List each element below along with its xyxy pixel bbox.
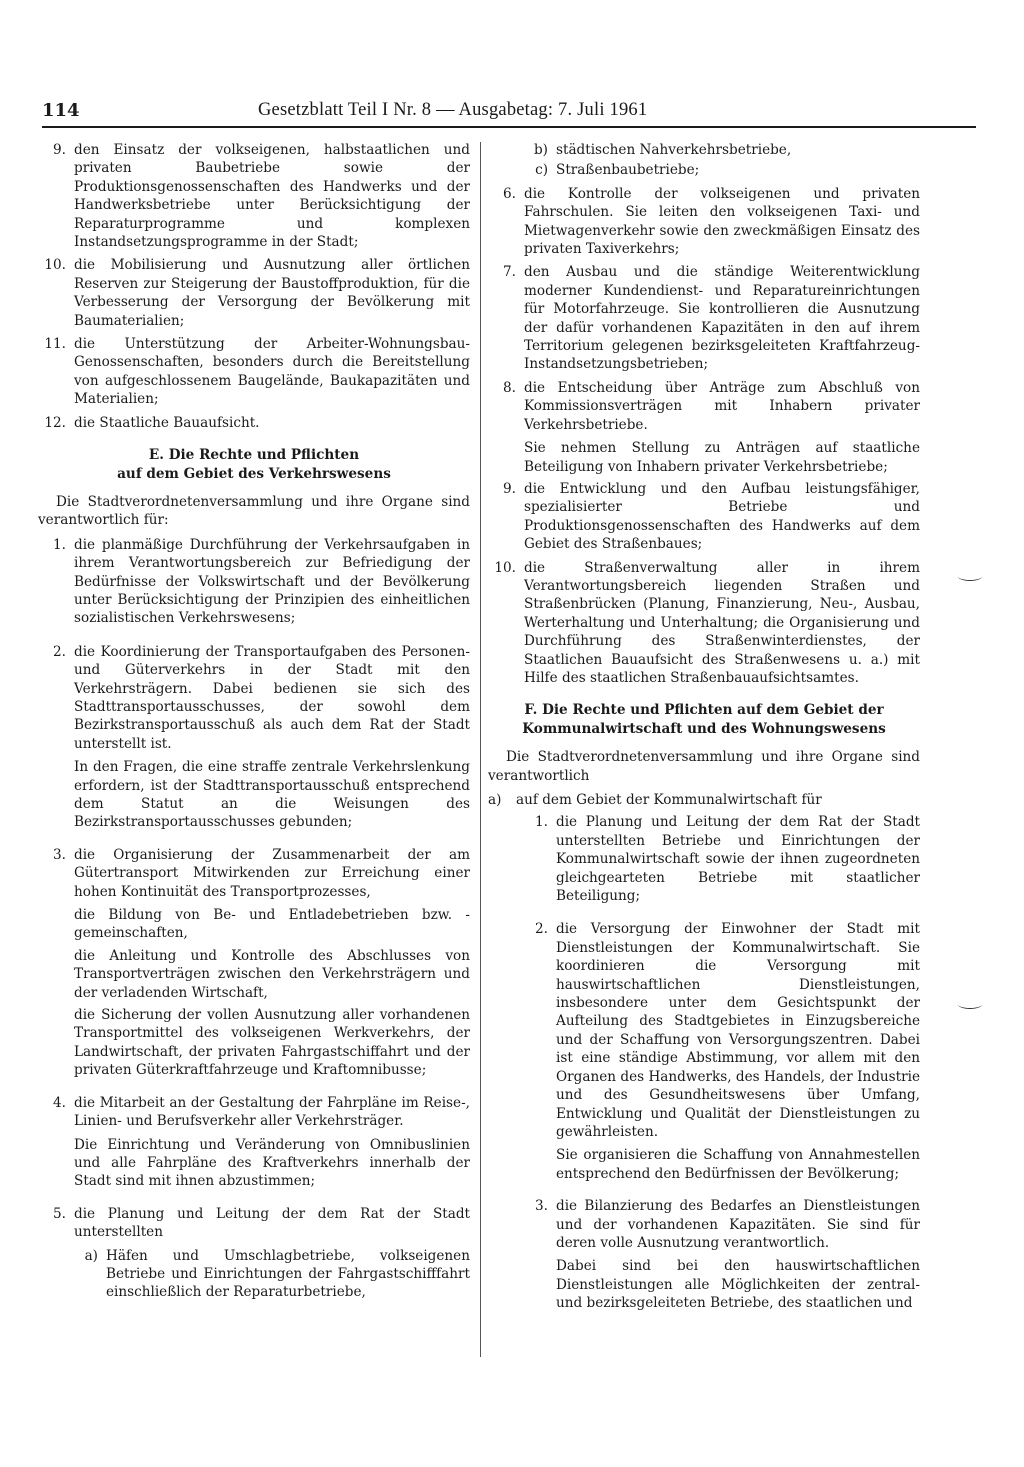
paragraph: Dabei sind bei den hauswirtschaftlichen Dienstleistungen alle Möglichkeiten der zentral- und bezirksgeleiteten Betriebe, des staatlichen und	[556, 1258, 920, 1312]
section-f-intro: Die Stadtverordnetenversammlung und ihre Organe sind verantwortlich	[488, 749, 920, 784]
paragraph: die Anleitung und Kontrolle des Abschlusses von Transportverträgen zwischen den Verkehrsträgern und der verladenden Wirtschaft,	[74, 947, 470, 1001]
list-item: 6. die Kontrolle der volkseigenen und privaten Fahrschulen. Sie leiten den volkseigenen Taxi- und Mietwagenverkehr sowie den zweckmäßigen Einsatz des privaten Taxiverkehrs;	[503, 185, 920, 258]
list-item: 7. den Ausbau und die ständige Weiterentwicklung moderner Kundendienst- und Reparatureinrichtungen für Motorfahrzeuge. Sie kontrollieren die Ausnutzung der dafür vorhandenen Kapazitäten in den auf ihrem Territorium gelegenen bezirksgeleiteten Kraftfahrzeug-Instandsetzungsbetrieben;	[503, 264, 920, 373]
sub-item: 3. die Bilanzierung des Bedarfes an Dienstleistungen und der vorhandenen Kapazitäten. Sie sind für deren volle Ausnutzung verantwortlich.	[535, 1198, 920, 1251]
sub-item: b) städtischen Nahverkehrsbetriebe,	[533, 142, 792, 158]
column-divider	[480, 142, 481, 1357]
paragraph: In den Fragen, die eine straffe zentrale Verkehrslenkung erfordern, ist der Stadttransportausschuß entsprechend dem Statut an die Weisungen des Bezirkstransportausschusses gebunden;	[74, 759, 470, 831]
paragraph: die Bildung von Be- und Entladebetrieben bzw. -gemeinschaften,	[74, 907, 470, 942]
list-item: 3. die Organisierung der Zusammenarbeit der am Gütertransport Mitwirkenden zur Erreichung einer hohen Kontinuität des Transportprozesses,	[53, 846, 470, 900]
margin-mark	[958, 1000, 982, 1009]
paragraph: Sie nehmen Stellung zu Anträgen auf staatliche Beteiligung von Inhabern privater Verkehrsbetriebe;	[524, 440, 920, 475]
page-number: 114	[42, 100, 80, 121]
list-item: 5. die Planung und Leitung der dem Rat der Stadt unterstellten	[53, 1205, 470, 1241]
list-item: 1. die planmäßige Durchführung der Verkehrsaufgaben in ihrem Verantwortungsbereich zur Befriedigung der Bedürfnisse der Volkswirtschaft und der Bevölkerung unter Berücksichtigung der Prinzipien des einheitlichen sozialistischen Verkehrswesens;	[53, 536, 470, 627]
alpha-item: a) auf dem Gebiet der Kommunalwirtschaft für	[488, 792, 822, 808]
section-e-intro: Die Stadtverordnetenversammlung und ihre Organe sind verantwortlich für:	[38, 493, 470, 529]
list-item: 11. die Unterstützung der Arbeiter-Wohnungsbau-Genossenschaften, besonders durch die Bereitstellung von aufgeschlossenem Baugelände, Baukapazitäten und Materialien;	[44, 336, 470, 408]
paragraph: Die Einrichtung und Veränderung von Omnibuslinien und alle Fahrpläne des Kraftverkehrs innerhalb der Stadt sind mit ihnen abzustimmen;	[74, 1136, 470, 1190]
paragraph: die Sicherung der vollen Ausnutzung aller vorhandenen Transportmittel des volkseigenen Werkverkehrs, der Landwirtschaft, der privaten Fahrgastschiffahrt und der privaten Güterkraftfahrzeuge und Kraftomnibusse;	[74, 1007, 470, 1079]
header-title: Gesetzblatt Teil I Nr. 8 — Ausgabetag: 7. Juli 1961	[258, 100, 648, 120]
left-column	[38, 141, 470, 1307]
right-column	[488, 141, 920, 1317]
list-item: 2. die Koordinierung der Transportaufgaben des Personen- und Güterverkehrs in der Stadt mit den Verkehrsträgern. Dabei bedienen sie sich des Stadttransportausschusses, der sowohl dem Bezirkstransportausschuß als auch dem Rat der Stadt unterstellt ist.	[53, 643, 470, 752]
section-f-heading: F. Die Rechte und Pflichten auf dem Gebiet der Kommunalwirtschaft und des Wohnungswesens	[522, 702, 886, 737]
list-item: 12. die Staatliche Bauaufsicht.	[44, 414, 260, 431]
page-header	[42, 98, 976, 128]
list-item: 4. die Mitarbeit an der Gestaltung der Fahrpläne im Reise-, Linien- und Berufsverkehr aller Verkehrsträger.	[53, 1094, 470, 1130]
sub-item: 1. die Planung und Leitung der dem Rat der Stadt unterstellten Betriebe und Einrichtungen der Kommunalwirtschaft sowie der ihnen zugeordneten gleichgearteten Betriebe mit staatlicher Beteiligung;	[535, 814, 920, 905]
section-e-heading: E. Die Rechte und Pflichten auf dem Gebiet des Verkehrswesens	[117, 447, 391, 482]
sub-item: c) Straßenbaubetriebe;	[535, 162, 700, 179]
sub-item: a) Häfen und Umschlagbetriebe, volkseigenen Betriebe und Einrichtungen der Fahrgastschifffahrt einschließlich der Reparaturbetriebe,	[84, 1247, 470, 1301]
list-item: 10. die Straßenverwaltung aller in ihrem Verantwortungsbereich liegenden Straßen und Straßenbrücken (Planung, Finanzierung, Neu-, Ausbau, Werterhaltung und Unterhaltung; die Organisierung und Durchführung des Straßenwinterdienstes, der Staatlichen Bauaufsicht des Straßenwesens u. a.) mit Hilfe des staatlichen Straßenbauaufsichtsamtes.	[494, 559, 920, 686]
list-item: 8. die Entscheidung über Anträge zum Abschluß von Kommissionsverträgen mit Inhabern privater Verkehrsbetriebe.	[503, 379, 920, 433]
list-item: 9. die Entwicklung und den Aufbau leistungsfähiger, spezialisierter Betriebe und Produktionsgenossenschaften des Handwerks auf dem Gebiet des Straßenbaues;	[503, 480, 920, 553]
list-item: 9. den Einsatz der volkseigenen, halbstaatlichen und privaten Baubetriebe sowie der Produktionsgenossenschaften des Handwerks und der Handwerksbetriebe unter Berücksichtigung der Reparaturprogramme und komplexen Instandsetzungsprogramme in der Stadt;	[53, 142, 470, 251]
sub-item: 2. die Versorgung der Einwohner der Stadt mit Dienstleistungen der Kommunalwirtschaft. Sie koordinieren die Versorgung mit hauswirtschaftlichen Dienstleistungen, insbesondere unter dem Gesichtspunkt der Aufteilung des Stadtgebietes in Einzugsbereiche und der Schaffung von Versorgungszentren. Dabei ist eine ständige Abstimmung, vor allem mit den Organen des Handwerks, des Handels, der Industrie und des Gesundheitswesens über Umfang, Entwicklung und Qualität der Dienstleistungen zu gewährleisten.	[535, 921, 920, 1140]
margin-mark	[958, 572, 982, 581]
list-item: 10. die Mobilisierung und Ausnutzung aller örtlichen Reserven zur Steigerung der Baustoffproduktion, für die Verbesserung der Versorgung der Bevölkerung mit Baumaterialien;	[44, 257, 470, 329]
paragraph: Sie organisieren die Schaffung von Annahmestellen entsprechend den Bedürfnissen der Bevölkerung;	[556, 1147, 920, 1182]
